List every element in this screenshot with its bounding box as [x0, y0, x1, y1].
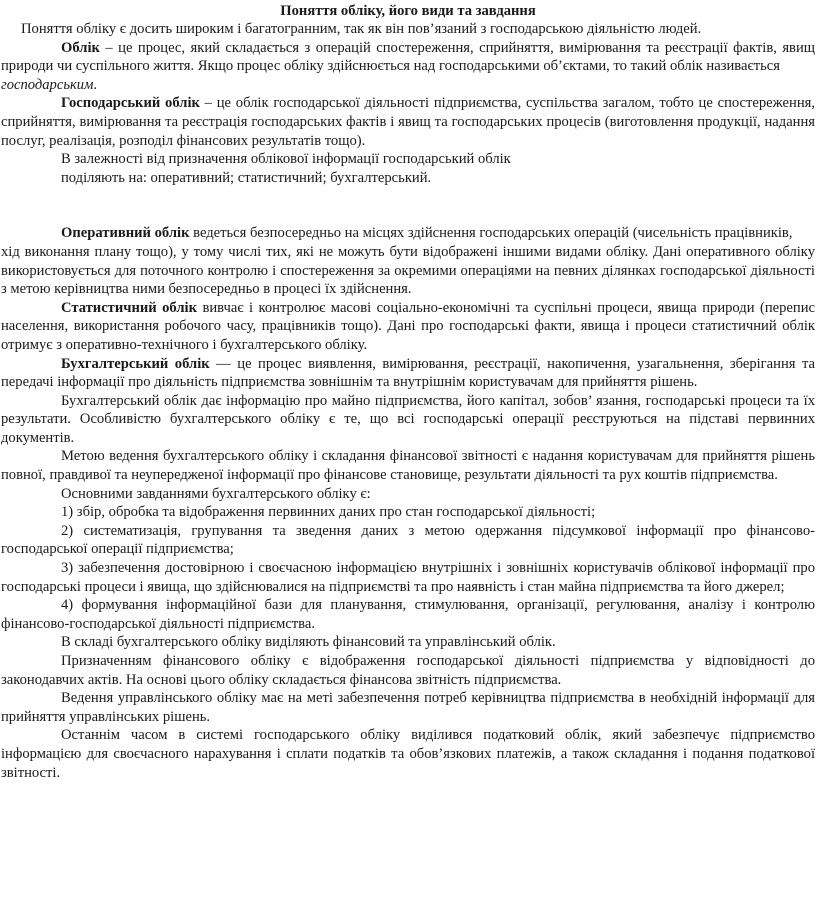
accounting-definition-text: – це процес, який складається з операцій спостереження, сприйняття, вимірювання та реєстрації фактів, явищ природи чи суспільного життя. Якщо процес обліку здійснюється над господарськими об’єктами, то такий облік називається: [1, 39, 815, 75]
paragraph-tax-accounting: Останнім часом в системі господарського обліку виділився податковий облік, який забезпечує підприємство інформацією для своєчасного нарахування і сплати податків та обов’язкових платежів, а також складання і подання податкової звітності.: [1, 727, 815, 781]
paragraph-bookkeeping-goal: Метою ведення бухгалтерського обліку і складання фінансової звітності є надання користувачам для прийняття рішень повної, правдивої та неупередженої інформації про фінансове становище, результати діяльності та рух коштів підприємства.: [1, 448, 815, 484]
task-item-1: 1) збір, обробка та відображення первинних даних про стан господарської діяльності;: [61, 504, 596, 521]
term-statistical: Статистичний облік: [61, 299, 198, 316]
paragraph-management-accounting: Ведення управлінського обліку має на меті забезпечення потреб керівництва підприємства в необхідній інформації для прийняття управлінських рішень.: [1, 690, 815, 725]
paragraph-bookkeeping-info: Бухгалтерський облік дає інформацію про майно підприємства, його капітал, зобов’ язання, господарські процеси та їх результати. Особливістю бухгалтерського обліку є те, що всі господарські операції реєструються на підставі первинних документів.: [1, 392, 815, 446]
paragraph-financial-accounting: Призначенням фінансового обліку є відображення господарської діяльності підприємства у відповідності до законодавчих актів. На основі цього обліку складається фінансова звітність підприємства.: [1, 653, 815, 688]
paragraph-operative-first: [1, 224, 815, 243]
task-item-3: 3) забезпечення достовірною і своєчасною інформацією внутрішніх і зовнішніх користувачів облікової інформації про господарські процеси і явища, що здійснювалися на підприємстві та про наявність і стан майна підприємства та його джерел;: [1, 560, 815, 595]
document-title: Поняття обліку, його види та завдання: [280, 3, 536, 19]
task-item-4: 4) формування інформаційної бази для планування, стимулювання, організації, регулювання, аналізу і контролю фінансово-господарської діяльності підприємства.: [1, 597, 815, 632]
paragraph-bookkeeping-parts: В складі бухгалтерського обліку виділяють фінансовий та управлінський облік.: [61, 634, 556, 651]
task-item-2: 2) систематизація, групування та зведення даних з метою одержання підсумкової інформації про фінансово-господарської операції підприємства;: [1, 522, 815, 558]
term-economic-accounting: Господарський облік: [61, 95, 200, 112]
paragraph-accounting-definition: [1, 39, 815, 95]
operative-text-1: ведеться безпосередньо на місцях здійснення господарських операцій (чисельність працівників,: [189, 225, 793, 242]
spacer: [1, 187, 815, 224]
paragraph-economic-accounting: [1, 94, 815, 150]
paragraph-operative-rest: хід виконання плану тощо), у тому числі тих, які не можуть бути відображені іншими видами обліку. Дані оперативного обліку використовується для поточного контролю і спостереження за окремими операціями на певних ділянках господарської діяльності з метою керівництва ними безпосередньо в процесі їх здійснення.: [1, 243, 815, 298]
term-economic: господарським: [1, 76, 94, 93]
period: .: [93, 76, 98, 93]
statistical-text: вивчає і контролює масові соціально-економічні та суспільні процеси, явища природи (перепис населення, використання робочого часу, працівників тощо). Дані про господарські факти, явища і процеси статистичний облік отримує з оперативно-технічного і бухгалтерського обліку.: [1, 299, 815, 353]
intro-paragraph: Поняття обліку є досить широким і багатогранним, так як він пов’язаний з господарською діяльністю людей.: [21, 21, 702, 37]
paragraph-types-line2: поділяють на: оперативний; статистичний; бухгалтерський.: [61, 169, 432, 186]
paragraph-tasks-intro: Основними завданнями бухгалтерського обліку є:: [61, 485, 371, 502]
paragraph-types-line1: В залежності від призначення облікової інформації господарський облік: [61, 151, 511, 168]
term-accounting: Облік: [61, 39, 100, 56]
term-bookkeeping: Бухгалтерський облік: [61, 355, 210, 372]
paragraph-statistical: [1, 299, 815, 355]
economic-accounting-text: – це облік господарської діяльності підприємства, суспільства загалом, тобто це спостереження, сприйняття, вимірювання та реєстрація господарських фактів і явищ та господарських процесів (виготовлення продукції, надання послуг, реалізація, розподіл фінансових результатів тощо).: [1, 95, 815, 149]
bookkeeping-text: — це процес виявлення, вимірювання, реєстрації, накопичення, узагальнення, зберігання та передачі інформації про діяльність підприємства зовнішнім та внутрішнім користувачам для прийняття рішень.: [1, 355, 815, 391]
document-page: [0, 2, 816, 915]
paragraph-bookkeeping: [1, 355, 815, 392]
term-operative: Оперативний облік: [61, 225, 190, 242]
